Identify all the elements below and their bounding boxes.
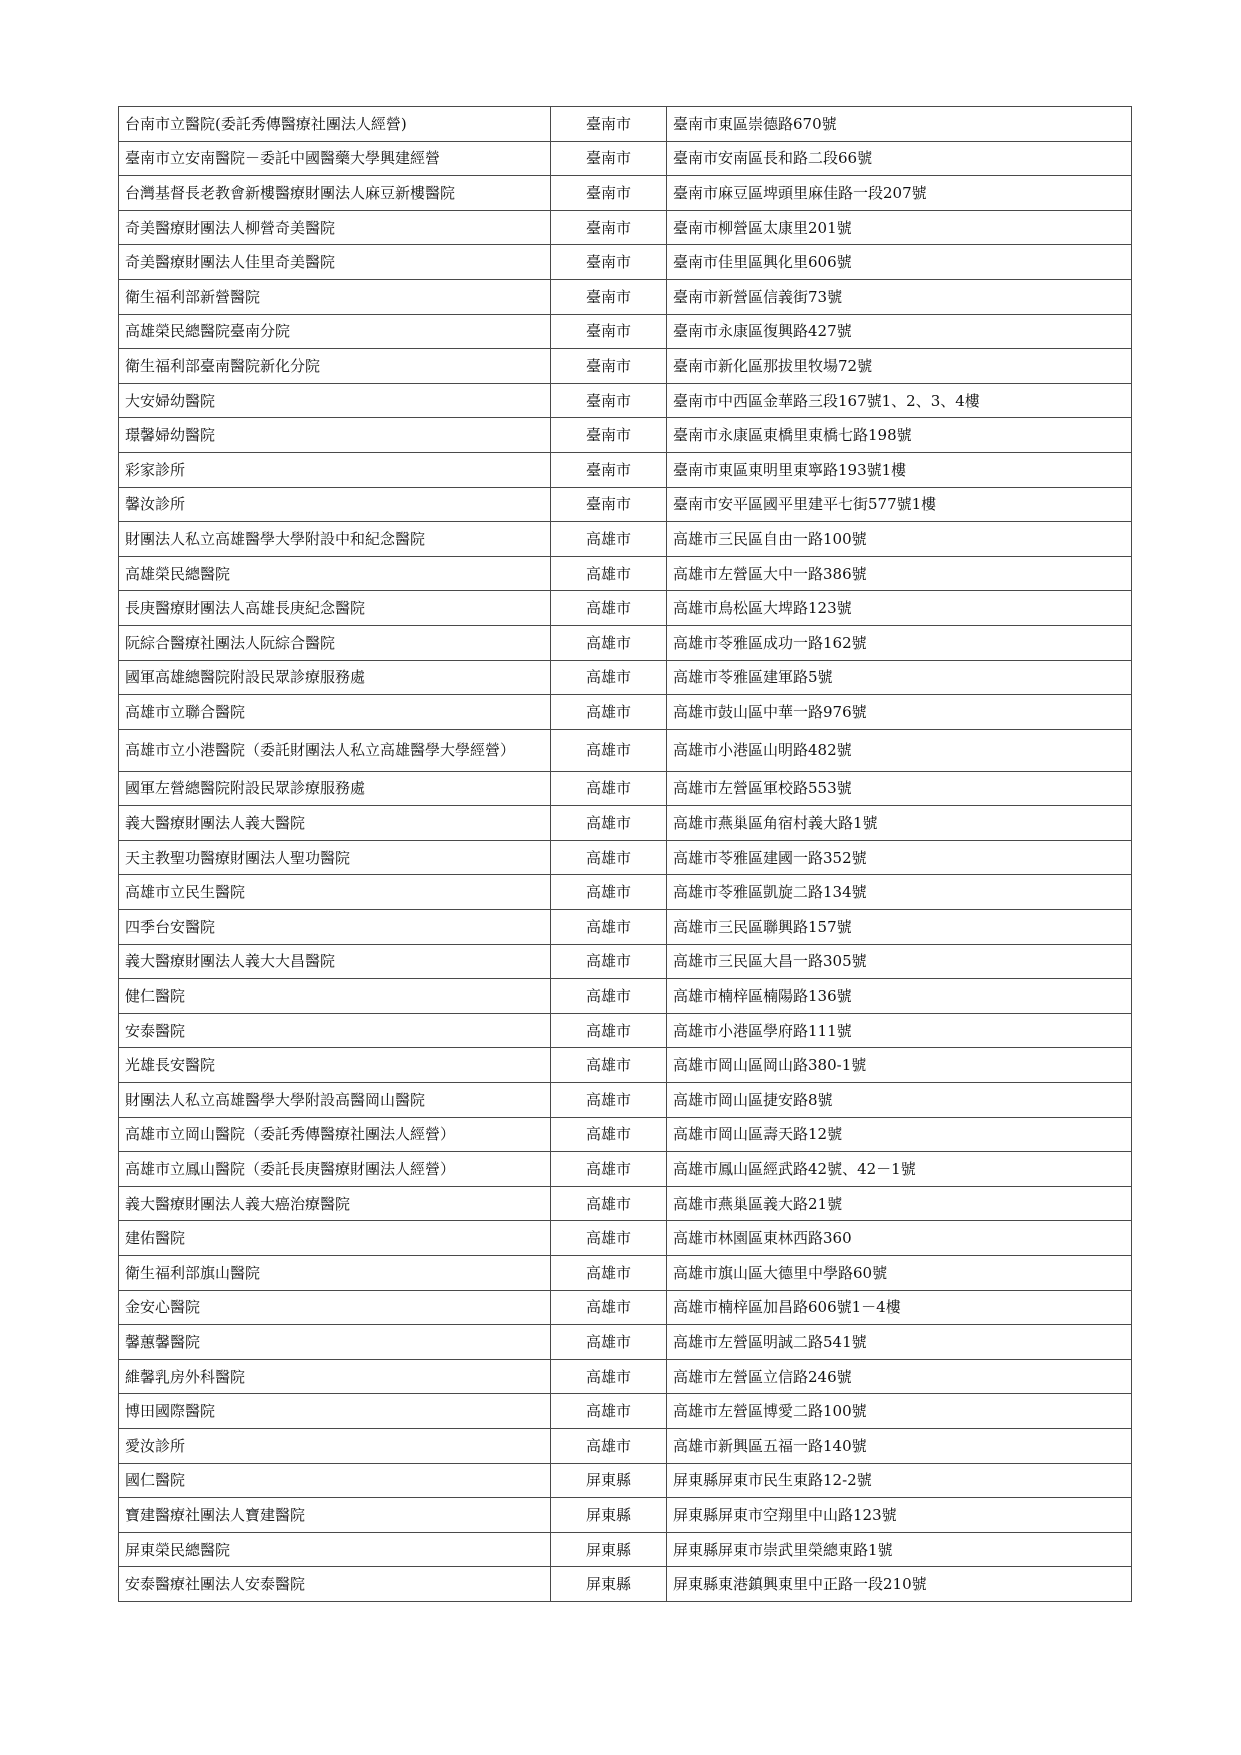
city-cell: 屏東縣: [551, 1532, 667, 1567]
hospital-name-cell: 天主教聖功醫療財團法人聖功醫院: [119, 840, 551, 875]
hospital-name-cell: 安泰醫療社團法人安泰醫院: [119, 1567, 551, 1602]
address-cell: 高雄市苓雅區凱旋二路134號: [667, 875, 1132, 910]
city-cell: 臺南市: [551, 210, 667, 245]
hospital-name-cell: 建佑醫院: [119, 1221, 551, 1256]
hospital-table-body: [119, 107, 1132, 1602]
hospital-name-cell: 財團法人私立高雄醫學大學附設中和紀念醫院: [119, 522, 551, 557]
city-cell: 高雄市: [551, 1256, 667, 1291]
city-cell: 高雄市: [551, 1117, 667, 1152]
hospital-name-cell: 維馨乳房外科醫院: [119, 1359, 551, 1394]
city-cell: 高雄市: [551, 1083, 667, 1118]
city-cell: 高雄市: [551, 522, 667, 557]
city-cell: 高雄市: [551, 840, 667, 875]
address-cell: 高雄市苓雅區建軍路5號: [667, 660, 1132, 695]
hospital-name-cell: 高雄市立岡山醫院（委託秀傳醫療社團法人經營）: [119, 1117, 551, 1152]
hospital-name-cell: 健仁醫院: [119, 979, 551, 1014]
table-row: [119, 1325, 1132, 1360]
hospital-name-cell: 彩家診所: [119, 452, 551, 487]
city-cell: 屏東縣: [551, 1567, 667, 1602]
address-cell: 高雄市小港區山明路482號: [667, 729, 1132, 771]
hospital-name-cell: 長庚醫療財團法人高雄長庚紀念醫院: [119, 591, 551, 626]
address-cell: 高雄市燕巢區角宿村義大路1號: [667, 806, 1132, 841]
table-row: [119, 875, 1132, 910]
address-cell: 高雄市苓雅區成功一路162號: [667, 625, 1132, 660]
city-cell: 高雄市: [551, 806, 667, 841]
table-row: [119, 695, 1132, 730]
address-cell: 臺南市東區東明里東寧路193號1樓: [667, 452, 1132, 487]
table-row: [119, 245, 1132, 280]
city-cell: 臺南市: [551, 418, 667, 453]
city-cell: 高雄市: [551, 1394, 667, 1429]
city-cell: 高雄市: [551, 695, 667, 730]
address-cell: 臺南市麻豆區埤頭里麻佳路一段207號: [667, 176, 1132, 211]
hospital-name-cell: 高雄市立聯合醫院: [119, 695, 551, 730]
hospital-name-cell: 高雄榮民總醫院: [119, 556, 551, 591]
city-cell: 高雄市: [551, 1325, 667, 1360]
table-row: [119, 349, 1132, 384]
hospital-name-cell: 國仁醫院: [119, 1463, 551, 1498]
table-row: [119, 383, 1132, 418]
hospital-name-cell: 高雄市立鳳山醫院（委託長庚醫療財團法人經營）: [119, 1152, 551, 1187]
address-cell: 高雄市三民區大昌一路305號: [667, 944, 1132, 979]
address-cell: 高雄市左營區立信路246號: [667, 1359, 1132, 1394]
city-cell: 屏東縣: [551, 1463, 667, 1498]
table-row: [119, 279, 1132, 314]
table-row: [119, 1221, 1132, 1256]
table-row: [119, 806, 1132, 841]
address-cell: 臺南市佳里區興化里606號: [667, 245, 1132, 280]
hospital-name-cell: 璟馨婦幼醫院: [119, 418, 551, 453]
table-row: [119, 910, 1132, 945]
table-row: [119, 1186, 1132, 1221]
city-cell: 臺南市: [551, 314, 667, 349]
hospital-list-page: [118, 106, 1131, 1602]
table-row: [119, 210, 1132, 245]
table-row: [119, 591, 1132, 626]
city-cell: 高雄市: [551, 556, 667, 591]
table-row: [119, 1394, 1132, 1429]
table-row: [119, 1083, 1132, 1118]
city-cell: 高雄市: [551, 910, 667, 945]
table-row: [119, 1532, 1132, 1567]
hospital-name-cell: 博田國際醫院: [119, 1394, 551, 1429]
hospital-name-cell: 寶建醫療社團法人寶建醫院: [119, 1498, 551, 1533]
address-cell: 臺南市安平區國平里建平七街577號1樓: [667, 487, 1132, 522]
address-cell: 高雄市旗山區大德里中學路60號: [667, 1256, 1132, 1291]
table-row: [119, 979, 1132, 1014]
hospital-name-cell: 衛生福利部新營醫院: [119, 279, 551, 314]
hospital-name-cell: 高雄市立小港醫院（委託財團法人私立高雄醫學大學經營）: [119, 729, 551, 771]
address-cell: 高雄市左營區博愛二路100號: [667, 1394, 1132, 1429]
address-cell: 高雄市苓雅區建國一路352號: [667, 840, 1132, 875]
hospital-name-cell: 奇美醫療財團法人柳營奇美醫院: [119, 210, 551, 245]
table-row: [119, 660, 1132, 695]
table-row: [119, 522, 1132, 557]
address-cell: 高雄市三民區自由一路100號: [667, 522, 1132, 557]
city-cell: 高雄市: [551, 591, 667, 626]
hospital-name-cell: 義大醫療財團法人義大癌治療醫院: [119, 1186, 551, 1221]
table-row: [119, 487, 1132, 522]
city-cell: 高雄市: [551, 1013, 667, 1048]
city-cell: 臺南市: [551, 245, 667, 280]
table-row: [119, 1428, 1132, 1463]
table-row: [119, 1498, 1132, 1533]
city-cell: 高雄市: [551, 1221, 667, 1256]
address-cell: 屏東縣屏東市民生東路12-2號: [667, 1463, 1132, 1498]
address-cell: 高雄市岡山區岡山路380-1號: [667, 1048, 1132, 1083]
address-cell: 臺南市新化區那拔里牧場72號: [667, 349, 1132, 384]
city-cell: 高雄市: [551, 979, 667, 1014]
address-cell: 高雄市燕巢區義大路21號: [667, 1186, 1132, 1221]
address-cell: 高雄市左營區明誠二路541號: [667, 1325, 1132, 1360]
address-cell: 屏東縣屏東市空翔里中山路123號: [667, 1498, 1132, 1533]
city-cell: 臺南市: [551, 487, 667, 522]
table-row: [119, 840, 1132, 875]
table-row: [119, 625, 1132, 660]
table-row: [119, 1117, 1132, 1152]
table-row: [119, 1152, 1132, 1187]
table-row: [119, 729, 1132, 771]
table-row: [119, 1013, 1132, 1048]
hospital-name-cell: 臺南市立安南醫院－委託中國醫藥大學興建經營: [119, 141, 551, 176]
city-cell: 臺南市: [551, 141, 667, 176]
table-row: [119, 771, 1132, 806]
table-row: [119, 1290, 1132, 1325]
city-cell: 臺南市: [551, 279, 667, 314]
city-cell: 高雄市: [551, 660, 667, 695]
address-cell: 高雄市小港區學府路111號: [667, 1013, 1132, 1048]
city-cell: 臺南市: [551, 107, 667, 142]
hospital-name-cell: 屏東榮民總醫院: [119, 1532, 551, 1567]
city-cell: 臺南市: [551, 349, 667, 384]
address-cell: 高雄市左營區大中一路386號: [667, 556, 1132, 591]
address-cell: 高雄市楠梓區楠陽路136號: [667, 979, 1132, 1014]
address-cell: 臺南市東區崇德路670號: [667, 107, 1132, 142]
table-row: [119, 418, 1132, 453]
address-cell: 屏東縣東港鎮興東里中正路一段210號: [667, 1567, 1132, 1602]
city-cell: 臺南市: [551, 383, 667, 418]
address-cell: 高雄市鳥松區大埤路123號: [667, 591, 1132, 626]
hospital-name-cell: 高雄榮民總醫院臺南分院: [119, 314, 551, 349]
hospital-name-cell: 高雄市立民生醫院: [119, 875, 551, 910]
address-cell: 臺南市永康區東橋里東橋七路198號: [667, 418, 1132, 453]
hospital-name-cell: 奇美醫療財團法人佳里奇美醫院: [119, 245, 551, 280]
table-row: [119, 107, 1132, 142]
city-cell: 高雄市: [551, 1152, 667, 1187]
hospital-name-cell: 衛生福利部旗山醫院: [119, 1256, 551, 1291]
address-cell: 高雄市林園區東林西路360: [667, 1221, 1132, 1256]
table-row: [119, 944, 1132, 979]
address-cell: 高雄市鳳山區經武路42號、42－1號: [667, 1152, 1132, 1187]
address-cell: 臺南市中西區金華路三段167號1、2、3、4樓: [667, 383, 1132, 418]
city-cell: 高雄市: [551, 1290, 667, 1325]
address-cell: 臺南市安南區長和路二段66號: [667, 141, 1132, 176]
hospital-name-cell: 安泰醫院: [119, 1013, 551, 1048]
address-cell: 高雄市左營區軍校路553號: [667, 771, 1132, 806]
hospital-name-cell: 國軍左營總醫院附設民眾診療服務處: [119, 771, 551, 806]
table-row: [119, 176, 1132, 211]
hospital-table: [118, 106, 1132, 1602]
city-cell: 臺南市: [551, 176, 667, 211]
hospital-name-cell: 財團法人私立高雄醫學大學附設高醫岡山醫院: [119, 1083, 551, 1118]
table-row: [119, 141, 1132, 176]
city-cell: 高雄市: [551, 1186, 667, 1221]
table-row: [119, 314, 1132, 349]
hospital-name-cell: 馨汝診所: [119, 487, 551, 522]
table-row: [119, 1048, 1132, 1083]
hospital-name-cell: 義大醫療財團法人義大醫院: [119, 806, 551, 841]
table-row: [119, 1463, 1132, 1498]
hospital-name-cell: 衛生福利部臺南醫院新化分院: [119, 349, 551, 384]
city-cell: 高雄市: [551, 1428, 667, 1463]
city-cell: 高雄市: [551, 944, 667, 979]
address-cell: 高雄市鼓山區中華一路976號: [667, 695, 1132, 730]
address-cell: 高雄市三民區聯興路157號: [667, 910, 1132, 945]
hospital-name-cell: 台南市立醫院(委託秀傳醫療社團法人經營): [119, 107, 551, 142]
hospital-name-cell: 義大醫療財團法人義大大昌醫院: [119, 944, 551, 979]
city-cell: 高雄市: [551, 729, 667, 771]
hospital-name-cell: 阮綜合醫療社團法人阮綜合醫院: [119, 625, 551, 660]
table-row: [119, 556, 1132, 591]
hospital-name-cell: 愛汝診所: [119, 1428, 551, 1463]
hospital-name-cell: 國軍高雄總醫院附設民眾診療服務處: [119, 660, 551, 695]
table-row: [119, 1567, 1132, 1602]
city-cell: 高雄市: [551, 771, 667, 806]
hospital-name-cell: 金安心醫院: [119, 1290, 551, 1325]
address-cell: 屏東縣屏東市崇武里榮總東路1號: [667, 1532, 1132, 1567]
city-cell: 屏東縣: [551, 1498, 667, 1533]
city-cell: 高雄市: [551, 1359, 667, 1394]
hospital-name-cell: 光雄長安醫院: [119, 1048, 551, 1083]
address-cell: 高雄市新興區五福一路140號: [667, 1428, 1132, 1463]
hospital-name-cell: 大安婦幼醫院: [119, 383, 551, 418]
table-row: [119, 452, 1132, 487]
city-cell: 高雄市: [551, 1048, 667, 1083]
table-row: [119, 1256, 1132, 1291]
hospital-name-cell: 台灣基督長老教會新樓醫療財團法人麻豆新樓醫院: [119, 176, 551, 211]
address-cell: 高雄市岡山區壽天路12號: [667, 1117, 1132, 1152]
address-cell: 臺南市新營區信義街73號: [667, 279, 1132, 314]
address-cell: 臺南市永康區復興路427號: [667, 314, 1132, 349]
address-cell: 高雄市楠梓區加昌路606號1－4樓: [667, 1290, 1132, 1325]
city-cell: 臺南市: [551, 452, 667, 487]
address-cell: 高雄市岡山區捷安路8號: [667, 1083, 1132, 1118]
city-cell: 高雄市: [551, 875, 667, 910]
city-cell: 高雄市: [551, 625, 667, 660]
hospital-name-cell: 馨蕙馨醫院: [119, 1325, 551, 1360]
address-cell: 臺南市柳營區太康里201號: [667, 210, 1132, 245]
hospital-name-cell: 四季台安醫院: [119, 910, 551, 945]
table-row: [119, 1359, 1132, 1394]
